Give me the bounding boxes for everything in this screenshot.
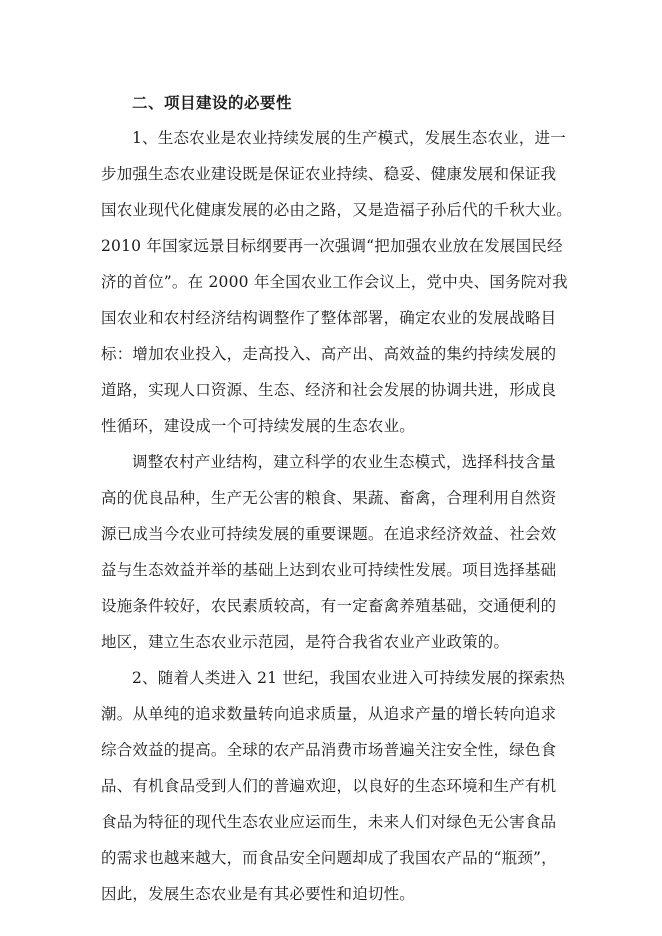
paragraph-2-line-6: 地区，建立生态农业示范园，是符合我省农业产业政策的。	[101, 633, 510, 651]
paragraph-1-line-5: 济的首位”。在 2000 年全国农业工作会议上，党中央、国务院对我	[101, 273, 568, 291]
paragraph-1-line-1: 1、生态农业是农业持续发展的生产模式，发展生态农业，进一	[132, 129, 566, 147]
section-heading: 二、项目建设的必要性	[132, 94, 293, 112]
paragraph-1-line-7: 标：增加农业投入，走高投入、高产出、高效益的集约持续发展的	[101, 345, 557, 363]
paragraph-1-line-9: 性循环，建设成一个可持续发展的生态农业。	[101, 417, 416, 435]
paragraph-3-line-6: 的需求也越来越大，而食品安全问题却成了我国农产品的“瓶颈”，	[101, 849, 557, 867]
paragraph-2-line-4: 益与生态效益并举的基础上达到农业可持续性发展。项目选择基础	[101, 561, 557, 579]
paragraph-3-line-2: 潮。从单纯的追求数量转向追求质量，从追求产量的增长转向追求	[101, 705, 557, 723]
paragraph-3-line-4: 品、有机食品受到人们的普遍欢迎，以良好的生态环境和生产有机	[101, 777, 557, 795]
paragraph-3-line-7: 因此，发展生态农业是有其必要性和迫切性。	[101, 885, 416, 903]
paragraph-1-line-2: 步加强生态农业建设既是保证农业持续、稳妥、健康发展和保证我	[101, 165, 557, 183]
paragraph-2-line-5: 设施条件较好，农民素质较高，有一定畜禽养殖基础，交通便利的	[101, 597, 557, 615]
paragraph-1-line-6: 国农业和农村经济结构调整作了整体部署，确定农业的发展战略目	[101, 309, 557, 327]
paragraph-3-line-1: 2、随着人类进入 21 世纪，我国农业进入可持续发展的探索热	[132, 669, 565, 687]
paragraph-2-line-1: 调整农村产业结构，建立科学的农业生态模式，选择科技含量	[132, 453, 556, 471]
paragraph-1-line-3: 国农业现代化健康发展的必由之路，又是造福子孙后代的千秋大业。	[101, 201, 573, 219]
paragraph-1-line-8: 道路，实现人口资源、生态、经济和社会发展的协调共进，形成良	[101, 381, 557, 399]
paragraph-3-line-3: 综合效益的提高。全球的农产品消费市场普遍关注安全性，绿色食	[101, 741, 557, 759]
paragraph-2-line-3: 源已成当今农业可持续发展的重要课题。在追求经济效益、社会效	[101, 525, 557, 543]
paragraph-1-line-4: 2010 年国家远景目标纲要再一次强调“把加强农业放在发展国民经	[101, 237, 563, 255]
paragraph-2-line-2: 高的优良品种，生产无公害的粮食、果蔬、畜禽，合理利用自然资	[101, 489, 557, 507]
paragraph-3-line-5: 食品为特征的现代生态农业应运而生，未来人们对绿色无公害食品	[101, 813, 557, 831]
